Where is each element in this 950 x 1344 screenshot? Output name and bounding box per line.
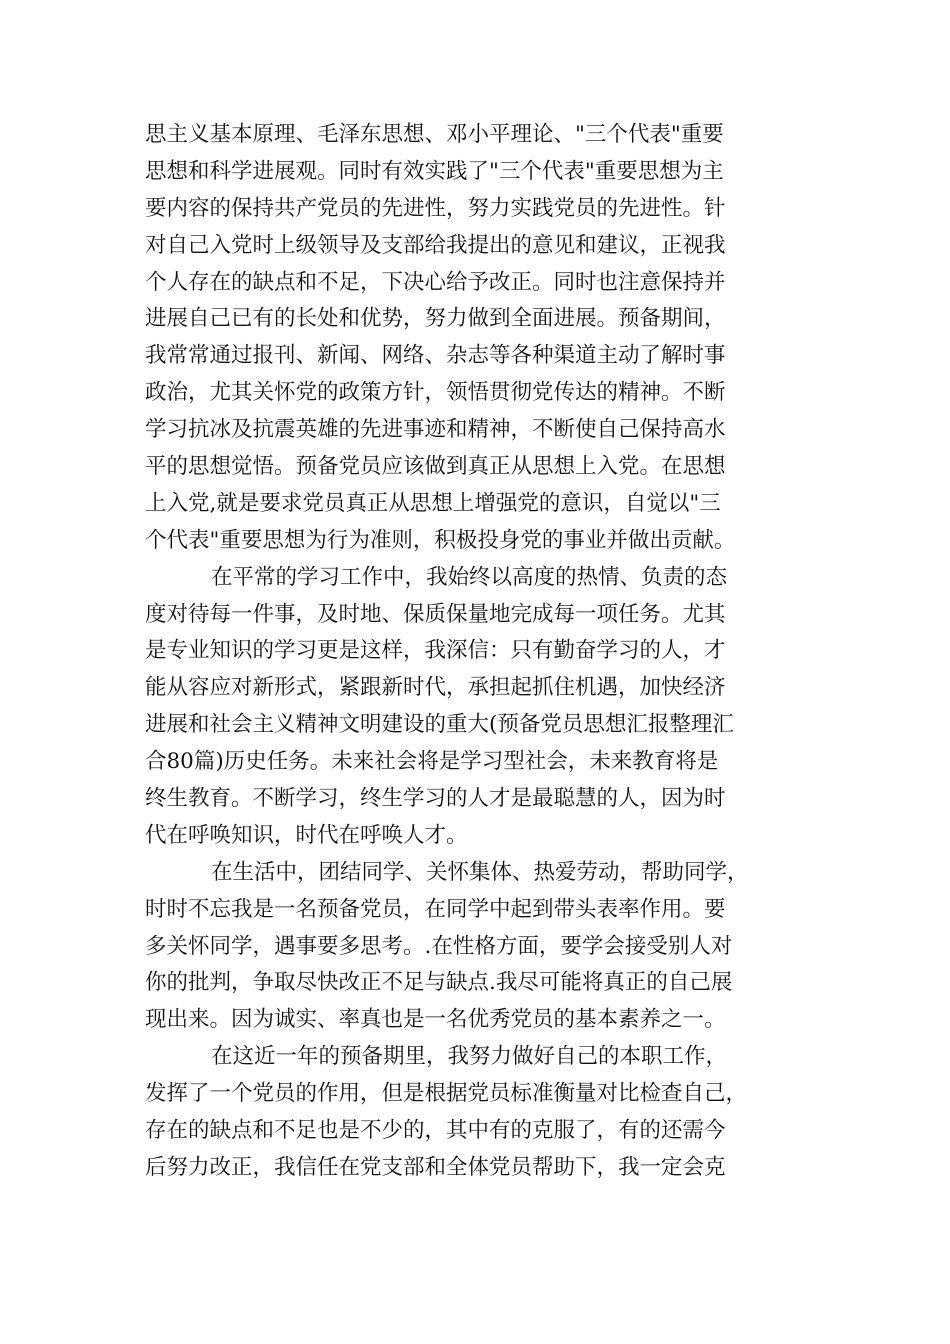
text-line-28: 存在的缺点和不足也是不少的，其中有的克服了，有的还需今 [145,1118,726,1144]
text-line-15: 是专业知识的学习更是这样，我深信：只有勤奋学习的人，才 [145,638,726,664]
text-line-14: 度对待每一件事，及时地、保质保量地完成每一项任务。尤其 [145,601,726,627]
text-line-25: 现出来。因为诚实、率真也是一名优秀党员的基本素养之一。 [145,1007,726,1033]
text-line-19: 终生教育。不断学习，终生学习的人才是最聪慧的人，因为时 [145,786,726,812]
text-line-5: 个人存在的缺点和不足，下决心给予改正。同时也注意保持并 [145,269,726,295]
text-line-18: 合80篇)历史任务。未来社会将是学习型社会，未来教育将是 [145,749,719,775]
text-line-9: 学习抗冰及抗震英雄的先进事迹和精神，不断使自己保持高水 [145,417,726,443]
text-line-12: 个代表"重要思想为行为准则，积极投身党的事业并做出贡献。 [145,527,736,553]
document-body [145,117,810,1187]
paragraph-start-line: 在平常的学习工作中，我始终以高度的热情、负责的态 [211,564,728,590]
text-line-2: 思想和科学进展观。同时有效实践了"三个代表"重要思想为主 [145,158,724,184]
text-line-20: 代在呼唤知识，时代在呼唤人才。 [145,822,468,848]
text-line-4: 对自己入党时上级领导及支部给我提出的意见和建议，正视我 [145,232,726,258]
text-line-22: 时时不忘我是一名预备党员，在同学中起到带头表率作用。要 [145,896,726,922]
text-line-8: 政治，尤其关怀党的政策方针，领悟贯彻党传达的精神。不断 [145,380,726,406]
text-line-17: 进展和社会主义精神文明建设的重大(预备党员思想汇报整理汇 [145,712,734,738]
paragraph-start-line: 在这近一年的预备期里，我努力做好自己的本职工作， [211,1044,728,1070]
text-line-7: 我常常通过报刊、新闻、网络、杂志等各种渠道主动了解时事 [145,343,726,369]
text-line-11: 上入党,就是要求党员真正从思想上增强党的意识，自觉以"三 [145,490,721,516]
text-line-3: 要内容的保持共产党员的先进性，努力实践党员的先进性。针 [145,195,726,221]
text-line-16: 能从容应对新形式，紧跟新时代，承担起抓住机遇，加快经济 [145,675,726,701]
text-line-29: 后努力改正，我信任在党支部和全体党员帮助下，我一定会克 [145,1154,726,1180]
text-line-27: 发挥了一个党员的作用，但是根据党员标准衡量对比检查自己， [145,1081,748,1107]
paragraph-start-line: 在生活中，团结同学、关怀集体、热爱劳动，帮助同学， [211,859,749,885]
text-line-6: 进展自己已有的长处和优势，努力做到全面进展。预备期间， [145,306,726,332]
text-line-23: 多关怀同学，遇事要多思考。.在性格方面，要学会接受别人对 [145,933,733,959]
text-line-24: 你的批判，争取尽快改正不足与缺点.我尽可能将真正的自己展 [145,970,733,996]
text-line-10: 平的思想觉悟。预备党员应该做到真正从思想上入党。在思想 [145,454,726,480]
text-line-1: 思主义基本原理、毛泽东思想、邓小平理论、"三个代表"重要 [145,122,724,147]
